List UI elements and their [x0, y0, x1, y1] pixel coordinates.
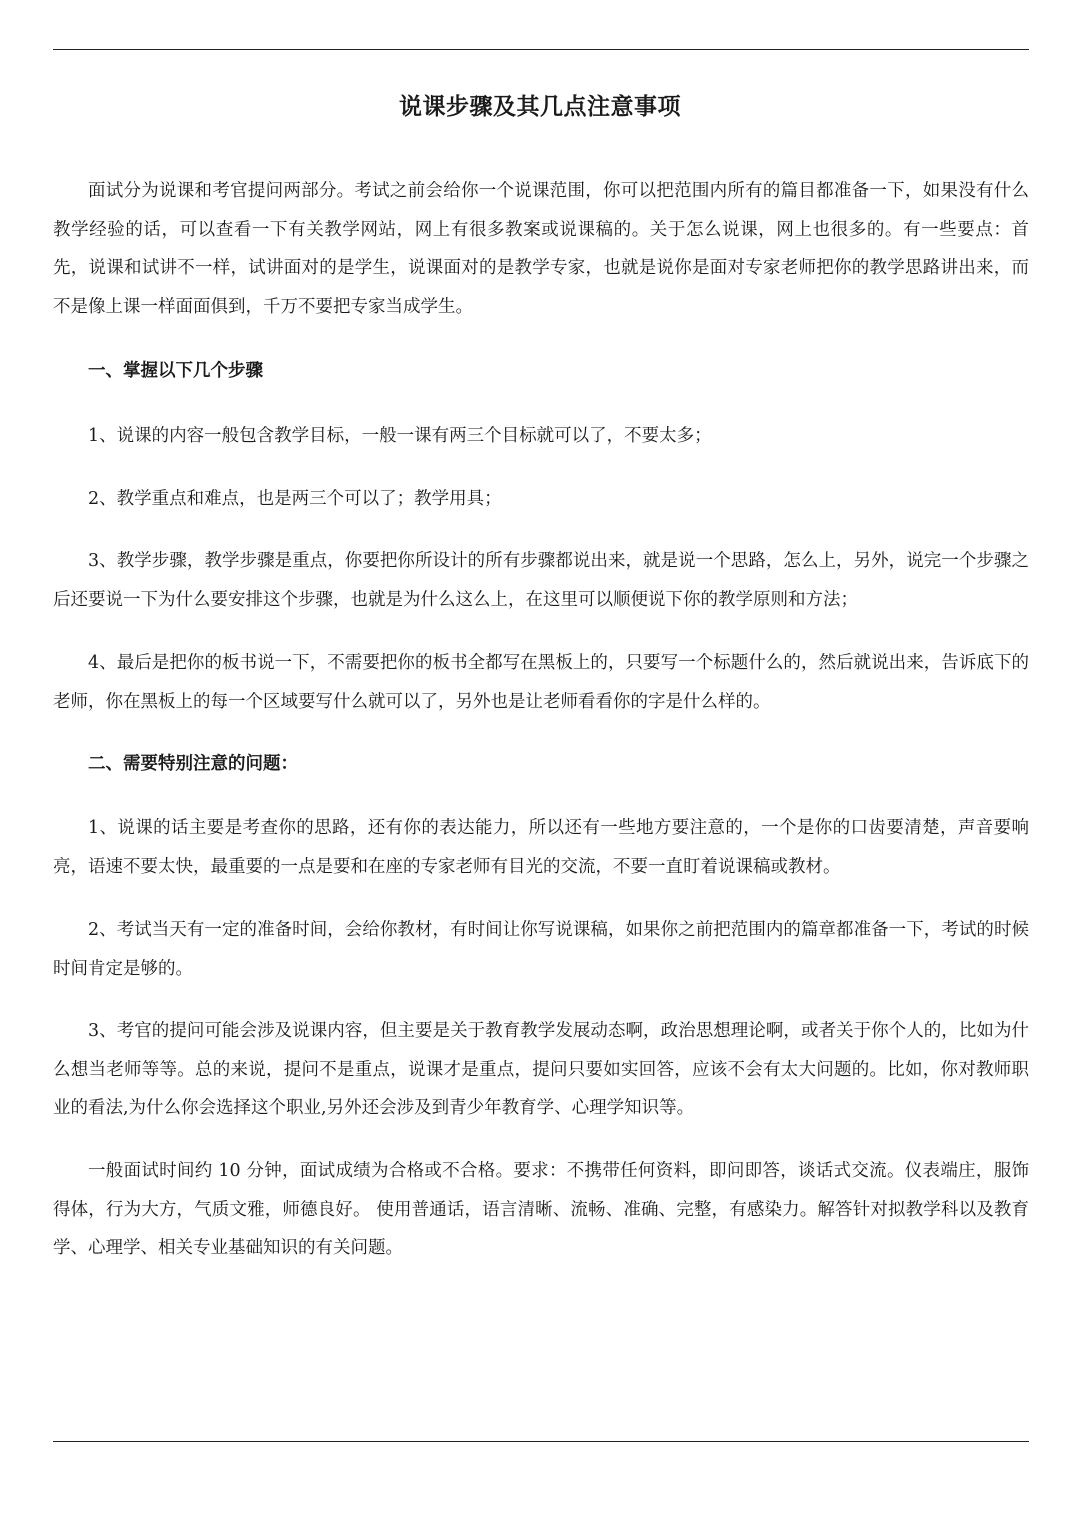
section-2-item-1: 1、说课的话主要是考查你的思路，还有你的表达能力，所以还有一些地方要注意的，一个是你的口齿要清楚，声音要响亮，语速不要太快，最重要的一点是要和在座的专家老师有目光的交流，不要一直盯着说课稿或教材。	[53, 818, 1029, 877]
section-1-item-2: 2、教学重点和难点，也是两三个可以了；教学用具；	[88, 489, 502, 509]
intro-paragraph: 面试分为说课和考官提问两部分。考试之前会给你一个说课范围，你可以把范围内所有的篇目都准备一下，如果没有什么教学经验的话，可以查看一下有关教学网站，网上有很多教案或说课稿的。关于怎么说课，网上也很多的。有一些要点：首先，说课和试讲不一样，试讲面对的是学生，说课面对的是教学专家，也就是说你是面对专家老师把你的教学思路讲出来，而不是像上课一样面面俱到，千万不要把专家当成学生。	[53, 181, 1029, 317]
section-2-item-2: 2、考试当天有一定的准备时间，会给你教材，有时间让你写说课稿，如果你之前把范围内的篇章都准备一下，考试的时候时间肯定是够的。	[53, 920, 1029, 979]
section-1-item-3: 3、教学步骤，教学步骤是重点，你要把你所设计的所有步骤都说出来，就是说一个思路，怎么上，另外，说完一个步骤之后还要说一下为什么要安排这个步骤，也就是为什么这么上，在这里可以顺便说下你的教学原则和方法；	[53, 551, 1029, 610]
section-2-item-3: 3、考官的提问可能会涉及说课内容，但主要是关于教育教学发展动态啊，政治思想理论啊，或者关于你个人的，比如为什么想当老师等等。总的来说，提问不是重点，说课才是重点，提问只要如实回答，应该不会有太大问题的。比如，你对教师职业的看法,为什么你会选择这个职业,另外还会涉及到青少年教育学、心理学知识等。	[53, 1021, 1029, 1118]
section-2-heading: 二、需要特别注意的问题：	[88, 754, 298, 774]
section-1-item-4: 4、最后是把你的板书说一下，不需要把你的板书全都写在黑板上的，只要写一个标题什么的，然后就说出来，告诉底下的老师，你在黑板上的每一个区域要写什么就可以了，另外也是让老师看看你的字是什么样的。	[53, 653, 1029, 712]
closing-paragraph: 一般面试时间约 10 分钟，面试成绩为合格或不合格。要求：不携带任何资料，即问即答，谈话式交流。仪表端庄，服饰得体，行为大方，气质文雅，师德良好。 使用普通话，语言清晰、流畅、准确、完整，有感染力。解答针对拟教学科以及教育学、心理学、相关专业基础知识的有关问题。	[53, 1161, 1029, 1258]
header-rule	[53, 49, 1029, 50]
section-1-heading: 一、掌握以下几个步骤	[88, 361, 263, 381]
footer-rule	[53, 1441, 1029, 1442]
section-1-item-1: 1、说课的内容一般包含教学目标，一般一课有两三个目标就可以了，不要太多；	[88, 426, 712, 446]
document-title: 说课步骤及其几点注意事项	[399, 93, 681, 120]
